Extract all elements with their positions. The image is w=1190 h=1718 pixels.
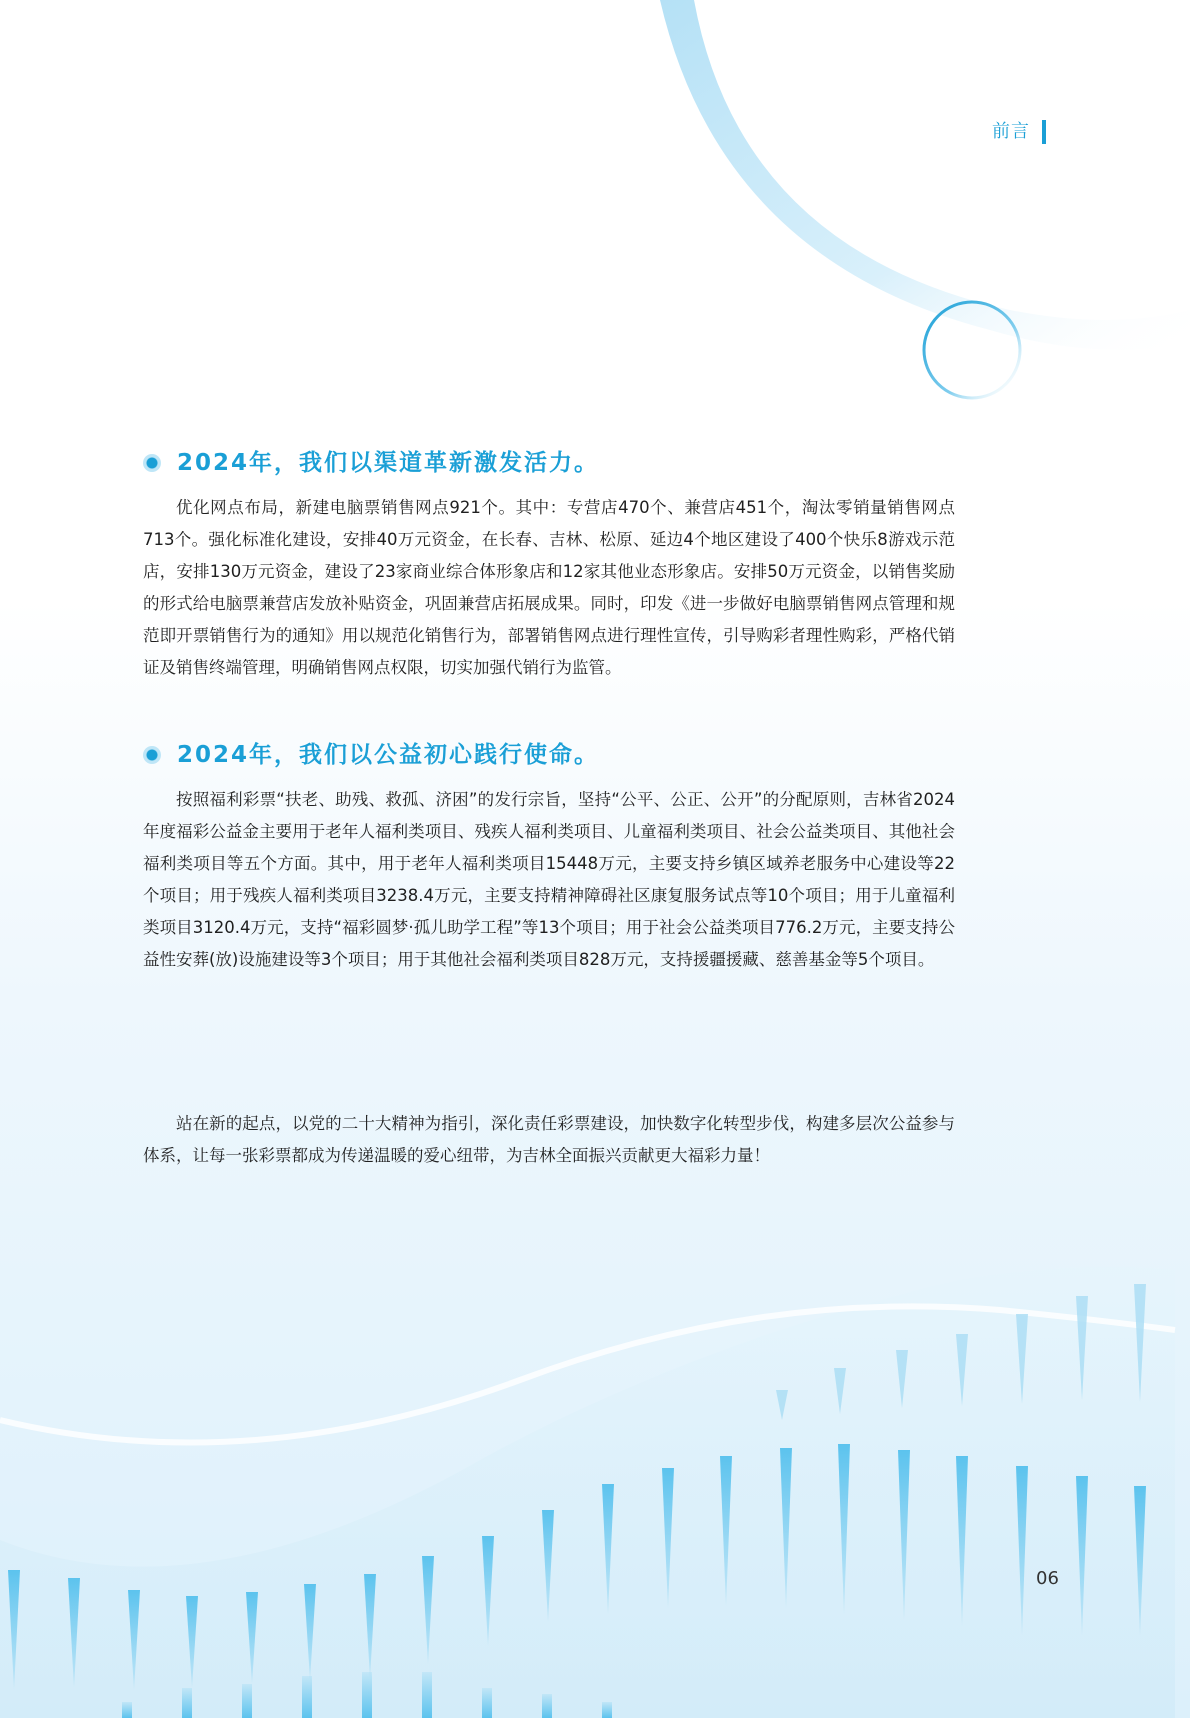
decor-bar (302, 1676, 312, 1718)
section-title (143, 738, 955, 772)
section-public-welfare (143, 738, 955, 976)
decor-bar (122, 1702, 132, 1718)
closing-paragraph: 站在新的起点，以党的二十大精神为指引，深化责任彩票建设，加快数字化转型步伐，构建多层次公益参与体系，让每一张彩票都成为传递温暖的爱心纽带，为吉林全面振兴贡献更大福彩力量！ (143, 1114, 955, 1165)
top-arc-decoration (0, 0, 1190, 420)
decor-bar (182, 1688, 192, 1718)
decor-bar (602, 1702, 612, 1718)
bullet-icon (143, 746, 161, 764)
decor-bar (362, 1672, 372, 1718)
decor-bar (542, 1694, 552, 1718)
section-body: 优化网点布局，新建电脑票销售网点921个。其中：专营店470个、兼营店451个，淘汰零销量销售网点713个。强化标准化建设，安排40万元资金，在长春、吉林、松原、延边4个地区建设了400个快乐8游戏示范店，安排130万元资金，建设了23家商业综合体形象店和12家其他业态形象店。安排50万元资金，以销售奖励的形式给电脑票兼营店发放补贴资金，巩固兼营店拓展成果。同时，印发《进一步做好电脑票销售网点管理和规范即开票销售行为的通知》用以规范化销售行为，部署销售网点进行理性宣传，引导购彩者理性购彩，严格代销证及销售终端管理，明确销售网点权限，切实加强代销行为监管。 (143, 498, 955, 677)
section-channel-reform (143, 446, 955, 684)
section-title-text: 2024年，我们以渠道革新激发活力。 (177, 450, 600, 476)
bottom-bar-decoration (0, 1240, 1190, 1718)
decor-bar (482, 1688, 492, 1718)
section-title-text: 2024年，我们以公益初心践行使命。 (177, 742, 600, 768)
section-title (143, 446, 955, 480)
bullet-icon (143, 454, 161, 472)
decor-bar (422, 1672, 432, 1718)
section-body: 按照福利彩票“扶老、助残、救孤、济困”的发行宗旨，坚持“公平、公正、公开”的分配原则，吉林省2024年度福彩公益金主要用于老年人福利类项目、残疾人福利类项目、儿童福利类项目、社会公益类项目、其他社会福利类项目等五个方面。其中，用于老年人福利类项目15448万元，主要支持乡镇区域养老服务中心建设等22个项目；用于残疾人福利类项目3238.4万元，主要支持精神障碍社区康复服务试点等10个项目；用于儿童福利类项目3120.4万元，支持“福彩圆梦·孤儿助学工程”等13个项目；用于社会公益类项目776.2万元，主要支持公益性安葬(放)设施建设等3个项目；用于其他社会福利类项目828万元，支持援疆援藏、慈善基金等5个项目。 (143, 790, 955, 969)
closing-section (143, 1108, 955, 1172)
page-number: 06 (1036, 1568, 1059, 1589)
decor-bar (242, 1684, 252, 1718)
section-label: 前言 (992, 120, 1046, 144)
